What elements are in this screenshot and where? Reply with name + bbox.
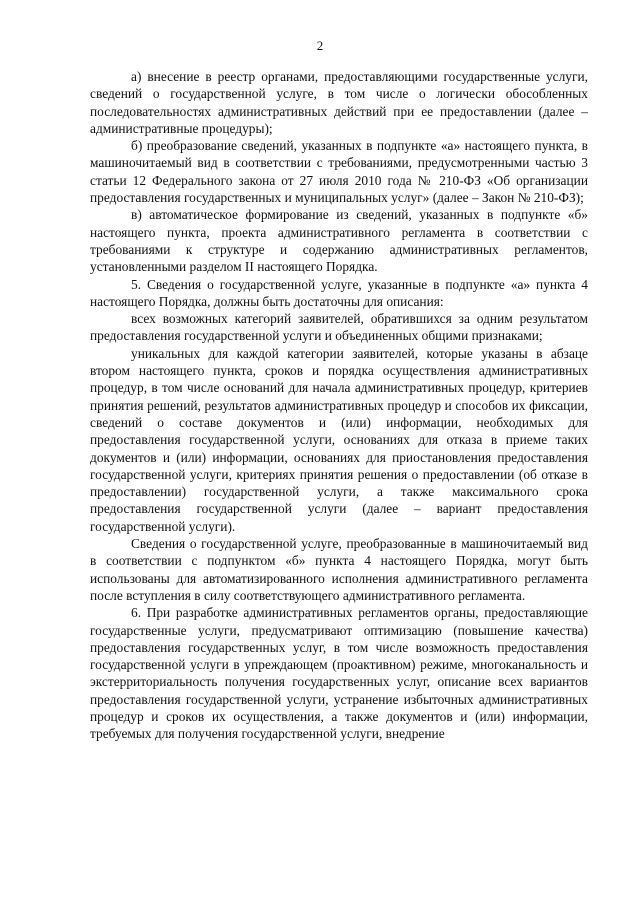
paragraph-4v: в) автоматическое формирование из сведений, указанных в подпункте «б» настоящего пункта, проекта административного регламента в соответствии с требованиями к структуре и содержанию административных регламентов, установленными разделом II настоящего Порядка. [90, 207, 588, 275]
paragraph-4b: б) преобразование сведений, указанных в подпункте «а» настоящего пункта, в машиночитаемый вид в соответствии с требованиями, предусмотренными частью 3 статьи 12 Федерального закона от 27 июля 2010 года № 210-ФЗ «Об организации предоставления государственных и муниципальных услуг» (далее – Закон № 210-ФЗ); [90, 138, 588, 206]
page-number: 2 [316, 38, 324, 53]
paragraph-5-note: Сведения о государственной услуге, преобразованные в машиночитаемый вид в соответствии с подпунктом «б» пункта 4 настоящего Порядка, могут быть использованы для автоматизированного исполнения административного регламента после вступления в силу соответствующего административного регламента. [90, 536, 588, 603]
document-body [90, 68, 588, 743]
paragraph-5-item-1: всех возможных категорий заявителей, обратившихся за одним результатом предоставления государственной услуги и объединенных общими признаками; [90, 311, 588, 344]
paragraph-4a: а) внесение в реестр органами, предоставляющими государственные услуги, сведений о государственной услуге, в том числе о логически обособленных последовательностях административных действий при ее предоставлении (далее – административные процедуры); [90, 69, 588, 136]
paragraph-6: 6. При разработке административных регламентов органы, предоставляющие государственные услуги, предусматривают оптимизацию (повышение качества) предоставления государственных услуг, в том числе возможность предоставления государственной услуги в упреждающем (проактивном) режиме, многоканальность и экстерриториальность получения государственных услуг, описание всех вариантов предоставления государственной услуги, устранение избыточных административных процедур и сроков их осуществления, а также документов и (или) информации, требуемых для получения государственной услуги, внедрение [90, 605, 588, 742]
paragraph-5-item-2: уникальных для каждой категории заявителей, которые указаны в абзаце втором настоящего пункта, сроков и порядка осуществления административных процедур, в том числе оснований для начала административных процедур, критериев принятия решений, результатов административных процедур и способов их фиксации, сведений о составе документов и (или) информации, необходимых для предоставления государственной услуги, основаниях для отказа в приеме таких документов и (или) информации, основаниях для приостановления предоставления государственной услуги, критериях принятия решения о предоставлении (об отказе в предоставлении) государственной услуги, а также максимального срока предоставления государственной услуги (далее – вариант предоставления государственной услуги). [90, 345, 588, 534]
paragraph-5: 5. Сведения о государственной услуге, указанные в подпункте «а» пункта 4 настоящего Порядка, должны быть достаточны для описания: [90, 276, 588, 309]
